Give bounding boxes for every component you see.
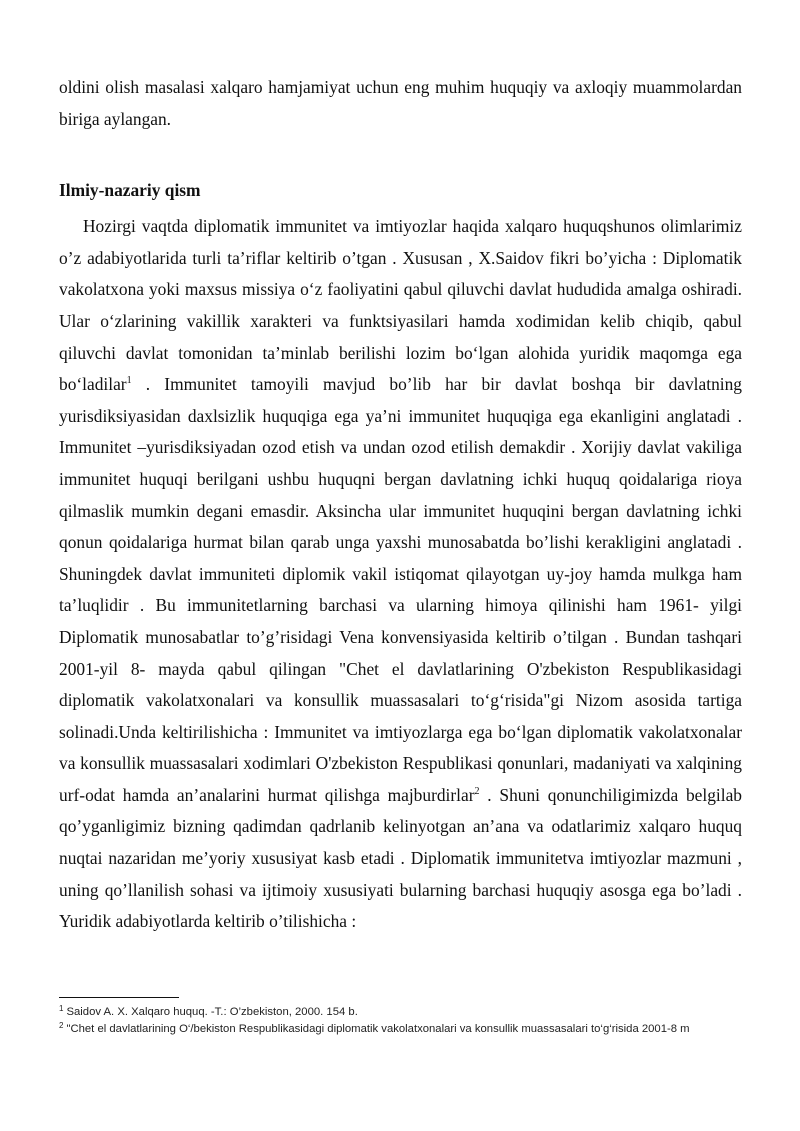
footnote-text-1: Saidov A. X. Xalqaro huquq. -T.: O’zbekiston, 2000. 154 b. [66, 1006, 358, 1018]
footnote-2 [59, 1021, 742, 1038]
footnote-text-2: "Chet el davlatlarining O‘/bekiston Respublikasidagi diplomatik vakolatxonalari va konsullik muassasalari to‘g‘risida 2001-8 m [66, 1023, 690, 1035]
section-heading: Ilmiy-nazariy qism [59, 180, 201, 201]
intro-paragraph: oldini olish masalasi xalqaro hamjamiyat uchun eng muhim huquqiy va axloqiy muammolardan biriga aylangan. [59, 77, 742, 129]
body-text-part-1: Hozirgi vaqtda diplomatik immunitet va imtiyozlar haqida xalqaro huquqshunos olimlarimiz o’z adabiyotlarida turli ta’riflar keltirib o’tgan . Xususan , X.Saidov fikri bo’yicha : Diplomatik vakolatxona yoki maxsus missiya o‘z faoliyatini qabul qiluvchi davlat hududida amalga oshiradi. Ular o‘zlarining vakillik xarakteri va funktsiyasilari hamda xodimidan kelib chiqib, qabul qiluvchi davlat tomonidan ta’minlab berilishi lozim bo‘lgan alohida yuridik maqomga ega bo‘ladilar [59, 216, 742, 395]
footnote-reference-1[interactable]: 1 [126, 375, 132, 387]
body-text-part-2: . Immunitet tamoyili mavjud bo’lib har bir davlat boshqa bir davlatning yurisdiksiyasidan daxlsizlik huquqiga ega ya’ni immunitet huquqiga ega ekanligini anglatadi . Immunitet –yurisdiksiyadan ozod etish va undan ozod etilish demakdir . Xorijiy davlat vakiliga immunitet huquqi berilgani ushbu huquqni bergan davlatning ichki huquq qoidalariga rioya qilmaslik mumkin degani emasdir. Aksincha ular immunitet huquqini bergan davlatning ichki qonun qoidalariga hurmat bilan qarab unga yaxshi munosabatda bo’lishi kerakligini anglatadi . Shuningdek davlat immuniteti diplomik vakil istiqomat qilayotgan uy-joy hamda mulkga ham ta’luqlidir . Bu immunitetlarning barchasi va ularning himoya qilinishi ham 1961- yilgi Diplomatik munosabatlar to’g’risidagi Vena konvensiyasida keltirib o’tilgan . Bundan tashqari 2001-yil 8- mayda qabul qilingan "Chet el davlatlarining O'zbekiston Respublikasidagi diplomatik vakolatxonalari va konsullik muassasalari to‘g‘risida"gi Nizom asosida tartiga solinadi.Unda keltirilishicha : Immunitet va imtiyozlarga ega bo‘lgan diplomatik vakolatxonalar va konsullik muassasalari xodimlari O'zbekiston Respublikasi qonunlari, madaniyati va xalqining urf-odat hamda an’analarini hurmat qilishga majburdirlar [59, 374, 742, 805]
footnotes-section [59, 997, 742, 1038]
footnote-divider [59, 997, 179, 998]
body-text-part-3: . Shuni qonunchiligimizda belgilab qo’yganligimiz bizning qadimdan qadrlanib kelinyotgan an’ana va odatlarimiz xalqaro huquq nuqtai nazaridan me’yoriy xususiyat kasb etadi . Diplomatik immunitetva imtiyozlar mazmuni , uning qo’llanilish sohasi va ijtimoiy xususiyati bularning barchasi huquqiy asosga ega bo’ladi . Yuridik adabiyotlarda keltirib o’tilishicha : [59, 784, 742, 932]
footnote-number-2: 2 [59, 1021, 64, 1030]
footnote-number-1: 1 [59, 1004, 64, 1013]
document-page [59, 70, 742, 938]
footnote-reference-2[interactable]: 2 [474, 785, 480, 797]
footnote-1 [59, 1004, 742, 1021]
body-paragraph [59, 211, 742, 938]
